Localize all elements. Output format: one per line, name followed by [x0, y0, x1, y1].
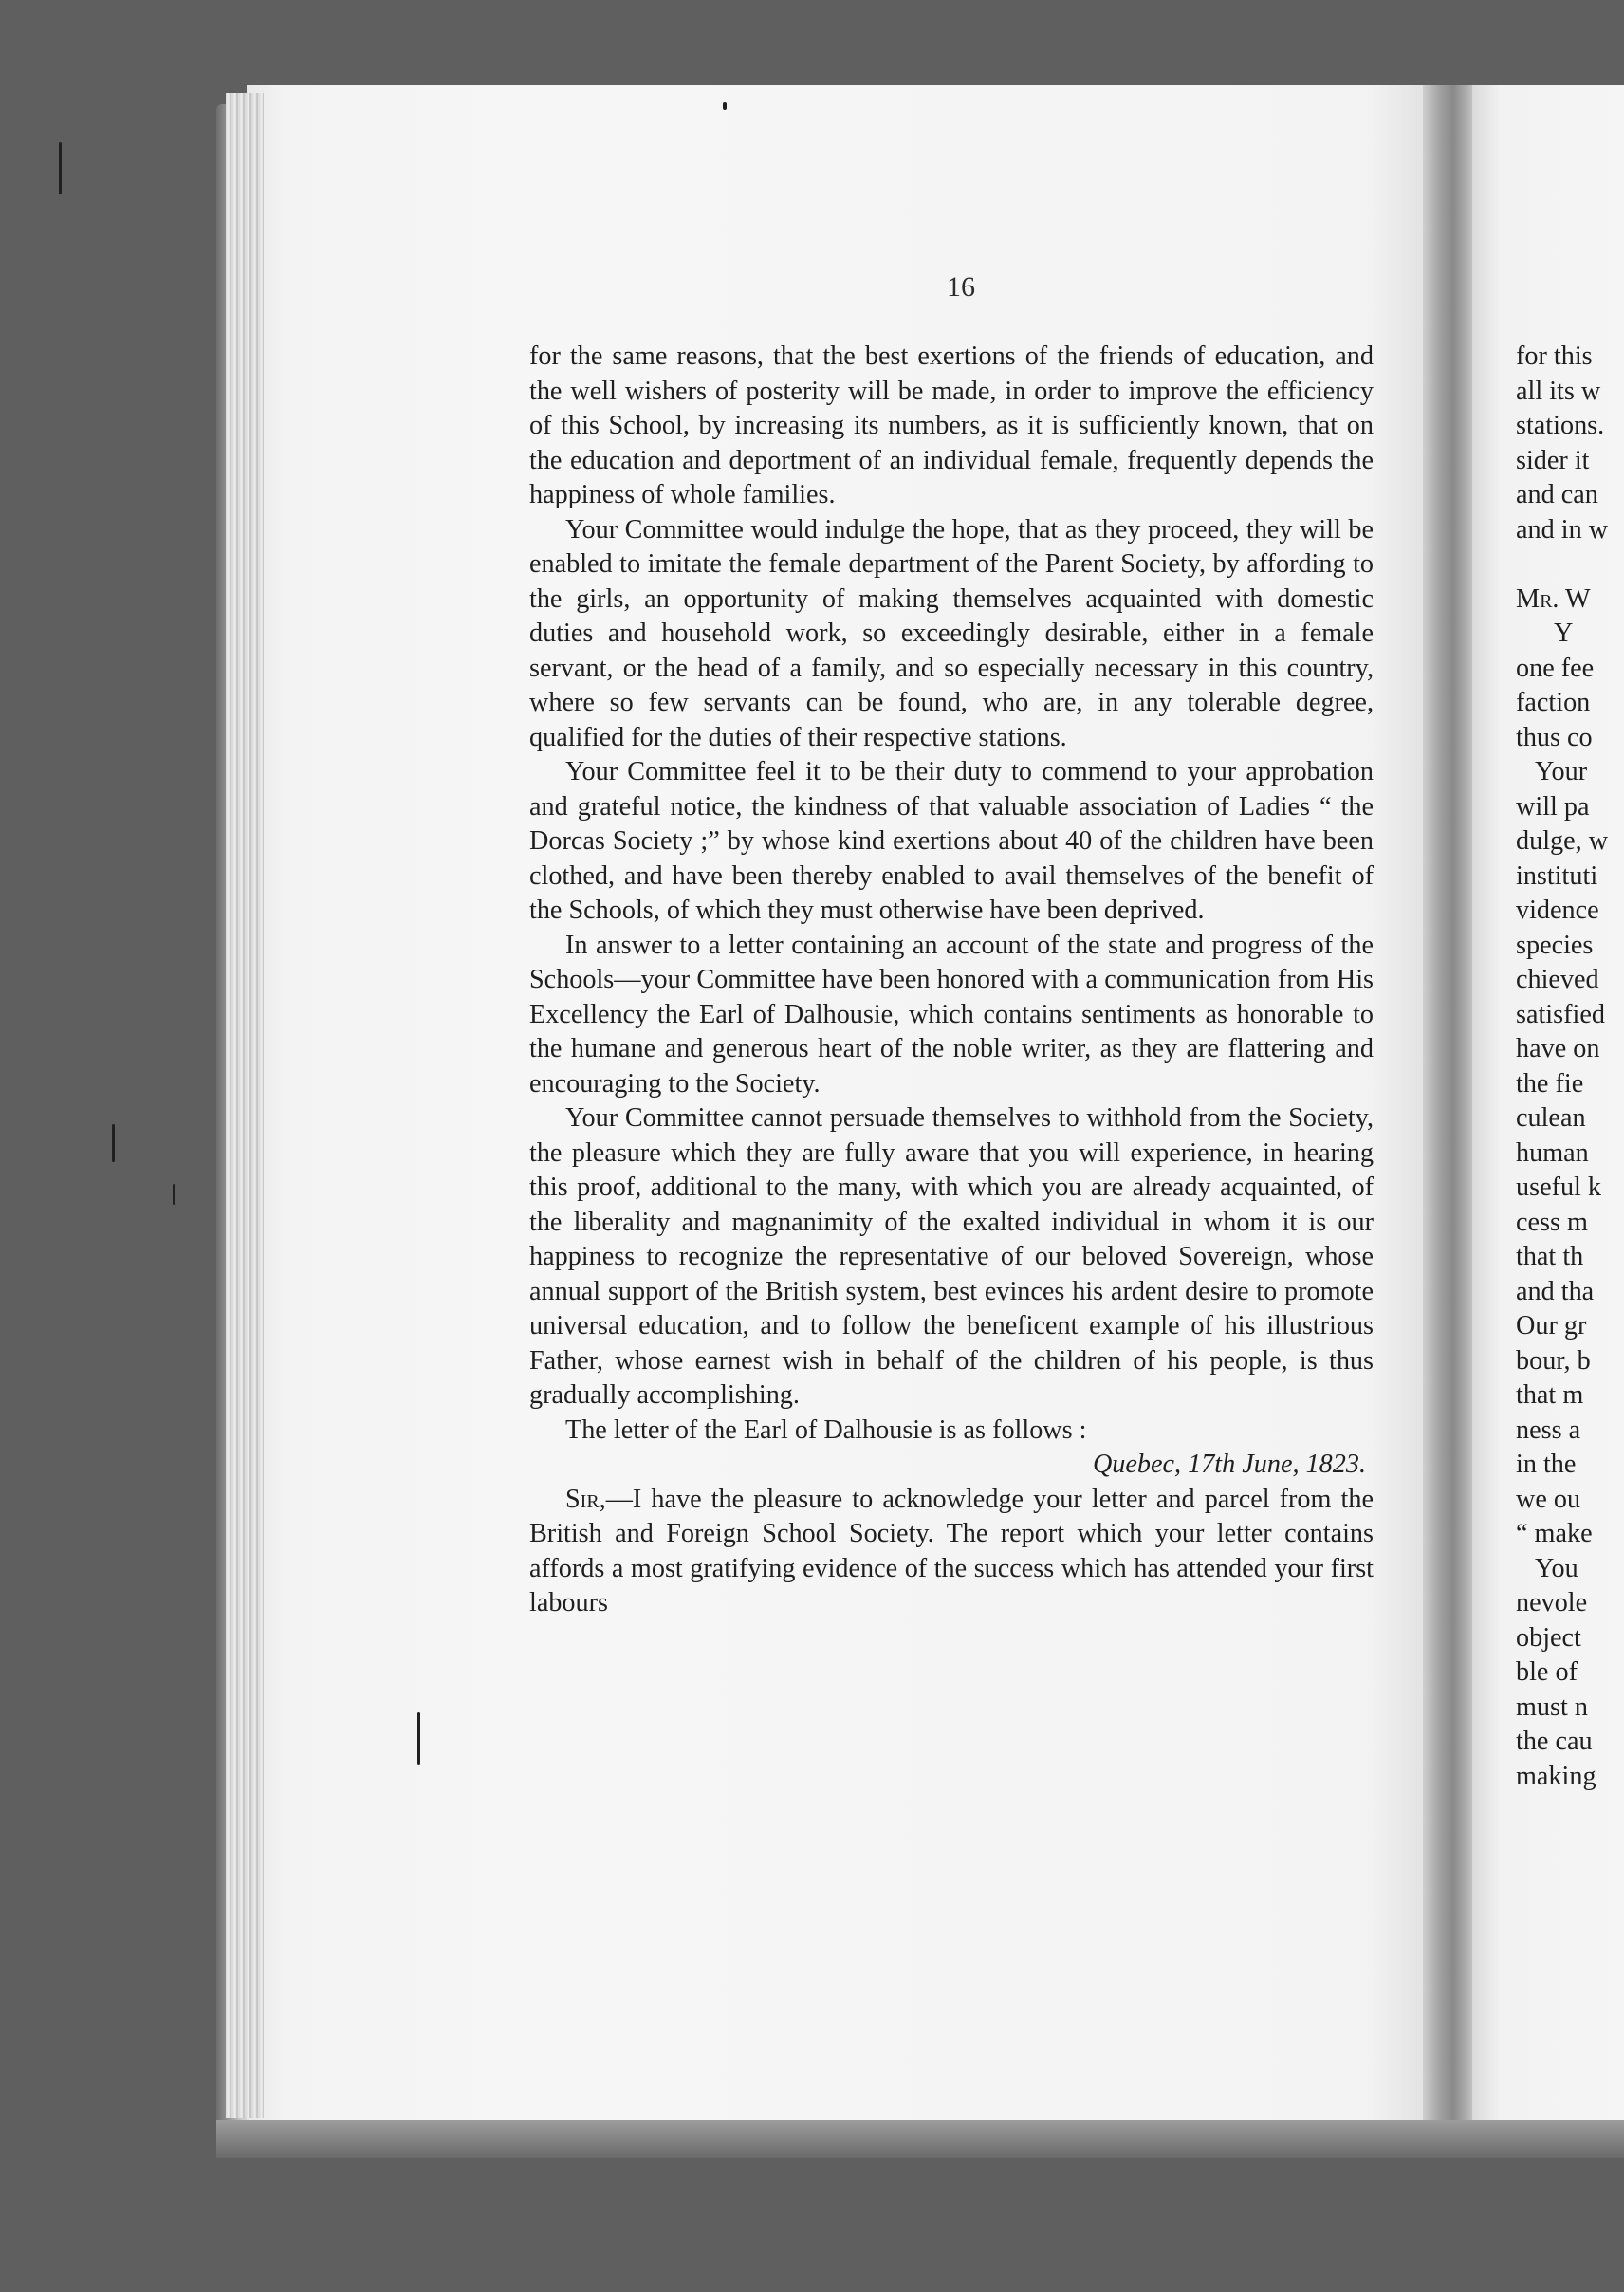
line-fragment: You — [1535, 1553, 1578, 1583]
line-fragment: and can — [1516, 480, 1598, 509]
line-fragment: the fie — [1516, 1068, 1584, 1099]
line-fragment: making — [1516, 1761, 1596, 1791]
letter-salutation: Sir, — [565, 1484, 606, 1514]
line-fragment: instituti — [1516, 860, 1598, 891]
line-fragment: nevole — [1516, 1588, 1588, 1617]
paragraph: Your Committee cannot persuade themselves to withhold from the Society, the pleasure which they are fully aware that you will experience, in hearing this proof, additional to the many, with which you are already acquainted, of the liberality and magnanimity of the exalted individual in whom it is our happiness to recognize the representative of our beloved Sovereign, whose annual support of the British system, best evinces his ardent desire to promote universal education, and to follow the beneficent example of his illustrious Father, whose earnest wish in behalf of the children of his people, is thus gradually accomplishing. — [529, 1103, 1374, 1410]
scan-speck — [173, 1184, 175, 1205]
book-bottom-edge — [216, 2120, 1624, 2158]
line-fragment: ble of — [1516, 1657, 1578, 1687]
line-fragment: the cau — [1516, 1727, 1593, 1756]
paragraph: Your Committee feel it to be their duty to commend to your approbation and grateful notice, the kindness of that valuable association of Ladies “ the Dorcas Society ;” by whose kind exertions about 40 of the children have been clothed, and have been thereby enabled to avail themselves of the benefit of the Schools, of which they must otherwise have been deprived. — [529, 757, 1374, 925]
line-fragment: useful k — [1516, 1173, 1602, 1202]
line-fragment: Mr. W — [1516, 583, 1591, 614]
line-fragment: will pa — [1516, 791, 1590, 822]
line-fragment: and tha — [1516, 1276, 1595, 1306]
page-edges — [226, 93, 264, 2118]
line-fragment: satisfied — [1516, 999, 1605, 1029]
line-fragment: Y — [1554, 619, 1574, 648]
scan-speck — [417, 1712, 420, 1765]
line-fragment: have on — [1516, 1034, 1600, 1063]
paragraph: In answer to a letter containing an account of the state and progress of the Schools—your Committee have been honored with a communication from His Excellency the Earl of Dalhousie, which contains sentiments as honorable to the humane and generous heart of the noble writer, as they are flattering and encouraging to the Society. — [529, 930, 1374, 1099]
line-fragment: object — [1516, 1622, 1581, 1653]
line-fragment: Our gr — [1516, 1311, 1587, 1340]
letter-body: —I have the pleasure to acknowledge your letter and parcel from the British and Foreign School Society. The report which your letter contains affords a most gratifying evidence of the success which has attended your first labours — [529, 1484, 1374, 1617]
paragraph: Your Committee would indulge the hope, that as they proceed, they will be enabled to imitate the female department of the Parent Society, by affording to the girls, an opportunity of making themselves acquainted with domestic duties and household work, so exceedingly desirable, either in a female servant, or the head of a family, and so especially necessary in this country, where so few servants can be found, who are, in any tolerable degree, qualified for the duties of their respective stations. — [529, 514, 1374, 752]
line-fragment: dulge, w — [1516, 826, 1609, 856]
line-fragment: for this — [1516, 342, 1593, 371]
line-fragment: vidence — [1516, 896, 1599, 925]
line-fragment: cess m — [1516, 1207, 1588, 1237]
line-fragment: must n — [1516, 1691, 1588, 1722]
line-fragment: Your — [1535, 757, 1588, 786]
line-fragment: we ou — [1516, 1484, 1581, 1514]
line-fragment: faction — [1516, 688, 1591, 717]
scan-speck — [723, 102, 727, 110]
line-fragment: all its w — [1516, 376, 1601, 406]
letter-paragraph — [529, 1483, 1374, 1621]
blank-gap — [1516, 547, 1624, 582]
line-fragment: ness a — [1516, 1414, 1581, 1445]
scan-speck — [59, 142, 62, 194]
right-page-text — [1516, 340, 1624, 1794]
scan-speck — [112, 1124, 115, 1162]
line-fragment: one fee — [1516, 653, 1595, 683]
page-number: 16 — [947, 271, 975, 303]
line-fragment: human — [1516, 1137, 1589, 1168]
paragraph: The letter of the Earl of Dalhousie is as follows : — [565, 1414, 1087, 1445]
line-fragment: thus co — [1516, 722, 1593, 752]
letter-dateline: Quebec, 17th June, 1823. — [1092, 1450, 1366, 1479]
paragraph: for the same reasons, that the best exertions of the friends of education, and the well wishers of posterity will be made, in order to improve the efficiency of this School, by increasing its numbers, as it is sufficiently known, that on the education and deportment of an individual female, frequently depends the happiness of whole families. — [529, 342, 1374, 509]
line-fragment: stations. — [1516, 411, 1605, 440]
left-page-text — [529, 340, 1374, 1621]
book-gutter — [1423, 85, 1480, 2125]
line-fragment: that m — [1516, 1380, 1584, 1410]
line-fragment: and in w — [1516, 514, 1609, 545]
line-fragment: sider it — [1516, 445, 1590, 475]
line-fragment: culean — [1516, 1103, 1586, 1133]
line-fragment: “ make — [1516, 1519, 1593, 1548]
line-fragment: in the — [1516, 1450, 1577, 1479]
line-fragment: that th — [1516, 1242, 1584, 1271]
line-fragment: chieved — [1516, 965, 1599, 994]
line-fragment: species — [1516, 930, 1594, 960]
line-fragment: bour, b — [1516, 1345, 1591, 1376]
